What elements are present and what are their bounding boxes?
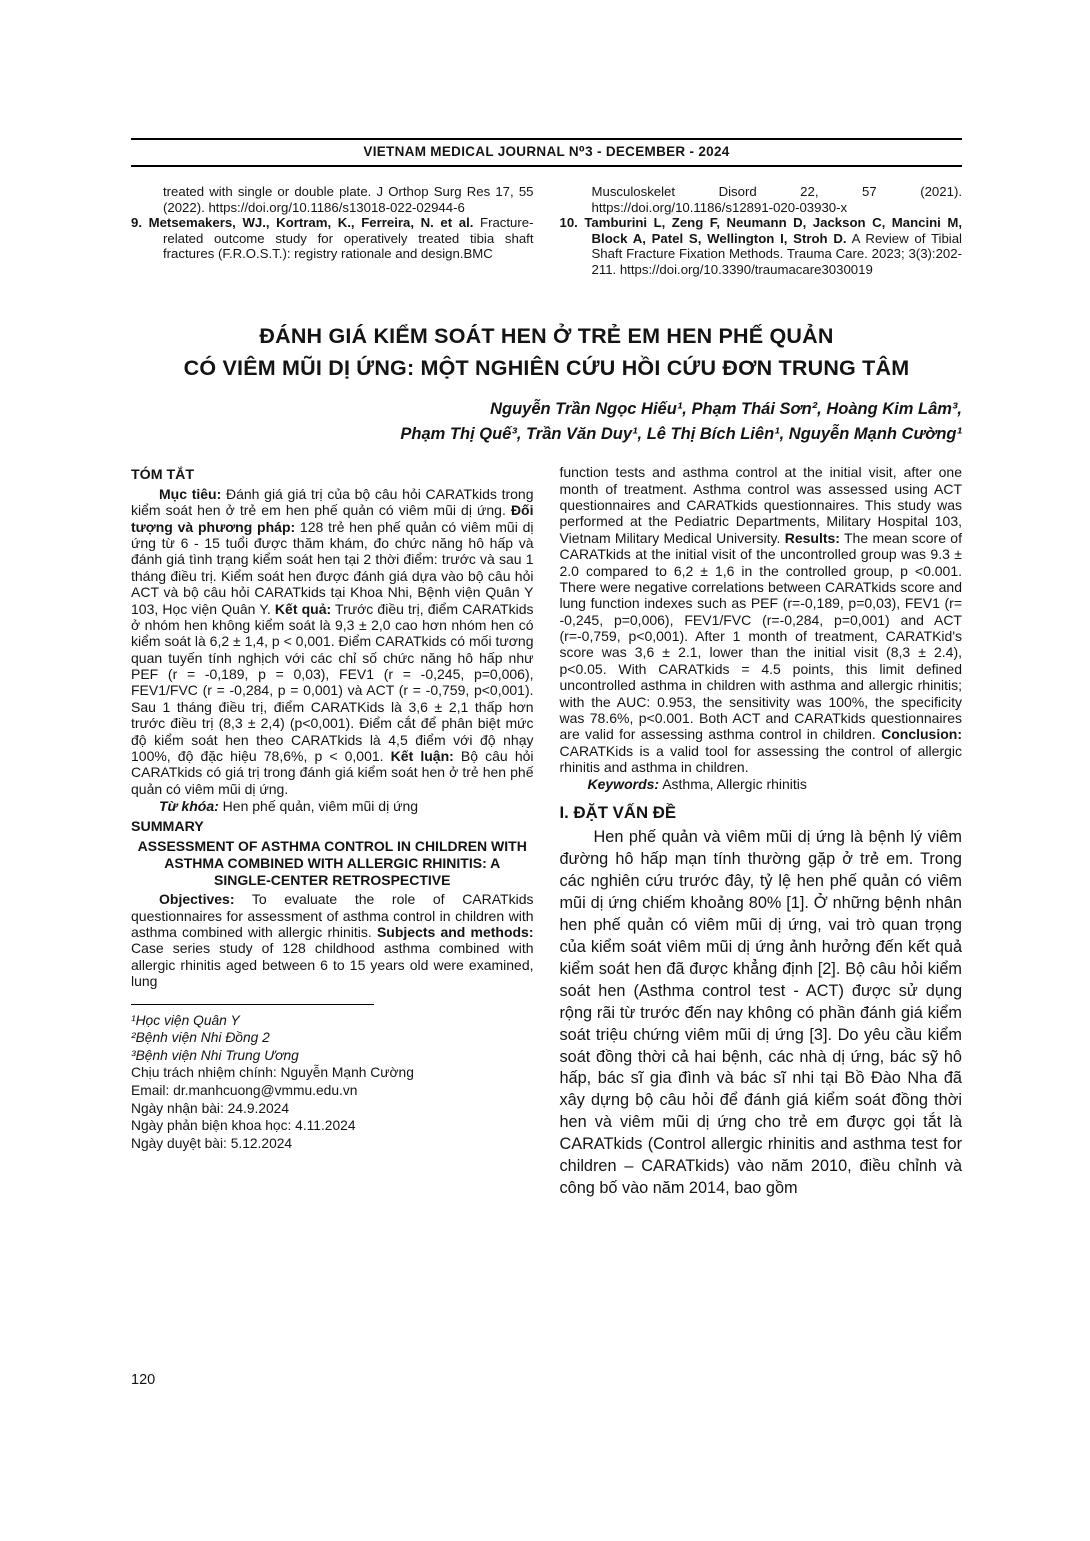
reference-continuation-right: Musculoskelet Disord 22, 57 (2021). https://doi.org/10.1186/s12891-020-03930-x bbox=[591, 184, 962, 215]
authors-line2: Phạm Thị Quế³, Trần Văn Duy¹, Lê Thị Bích Liên¹, Nguyễn Mạnh Cường¹ bbox=[400, 424, 962, 443]
abstract-en-part2: function tests and asthma control at the initial visit, after one month of treatment. Asthma control was assessed using ACT questionnaires and CARATkids questionnaires. This study was performed at the Pediatric Departments, Military Hospital 103, Vietnam Military Medical University. Results: The mean score of CARATkids at the initial visit of the uncontrolled group was 9.3 ± 2.0 compared to 6,2 ± 1,6 in the controlled group, p <0.001. There were negative correlations between CARATkids score and lung function indexes such as PEF (r=-0,189, p=0,03), FEV1 (r= -0,245, p=0,006), FEV1/FVC (r=-0,284, p=0,001) and ACT (r=-0,759, p<0,001). After 1 month of treatment, CARATKid's score was 3,6 ± 2.1, lower than the initial visit (8,3 ± 2.4), p<0.05. With CARATkids = 4.5 points, this limit defined uncontrolled asthma in children with asthma and allergic rhinitis; with the AUC: 0.953, the sensitivity was 100%, the specificity was 78.6%, p<0.001. Both ACT and CARATkids questionnaires are valid for assessing asthma control in children. Conclusion: CARATKids is a valid tool for assessing the control of allergic rhinitis and asthma in children. bbox=[559, 464, 962, 776]
references-right-column bbox=[560, 184, 963, 277]
footnote-email: Email: dr.manhcuong@vmmu.edu.vn bbox=[131, 1083, 358, 1099]
footnote-correspondence: Chịu trách nhiệm chính: Nguyễn Mạnh Cường bbox=[131, 1065, 414, 1081]
summary-title: ASSESSMENT OF ASTHMA CONTROL IN CHILDREN WITH ASTHMA COMBINED WITH ALLERGIC RHINITIS: A SINGLE-CENTER RETROSPECTIVE bbox=[137, 838, 527, 889]
summary-heading: SUMMARY bbox=[131, 819, 204, 836]
abstract-en-part1: Objectives: To evaluate the role of CARATkids questionnaires for assessment of asthma control in children with asthma combined with allergic rhinitis. Subjects and methods: Case series study of 128 childhood asthma combined with allergic rhinitis aged between 6 to 15 years old were examined, lung bbox=[131, 891, 534, 990]
section1-paragraph: Hen phế quản và viêm mũi dị ứng là bệnh lý viêm đường hô hấp mạn tính thường gặp ở trẻ em. Trong các nghiên cứu trước đây, tỷ lệ hen phế quản có viêm mũi dị ứng chiếm khoảng 80% [1]. Ở những bệnh nhân hen phế quản có viêm mũi dị ứng, vai trò quan trọng của kiểm soát viêm mũi dị ứng ảnh hưởng đến kết quả kiểm soát hen đã được khẳng định [2]. Bộ câu hỏi kiểm soát hen (Asthma control test - ACT) được sử dụng rộng rãi từ trước đến nay không có phần đánh giá kiểm soát triệu chứng viêm mũi dị ứng [3]. Do yêu cầu kiểm soát đồng thời cả hai bệnh, các nhà dị ứng, bác sỹ hô hấp, bác sĩ gia đình và bác sĩ nhi tại Bồ Đào Nha đã xây dựng bộ câu hỏi để đánh giá kiểm soát đồng thời hen và viêm mũi dị ứng cho trẻ em được gọi tắt là CARATkids (Control allergic rhinitis and asthma test for children – CARATkids) vào năm 2010, điều chỉnh và công bố vào năm 2014, bao gồm bbox=[559, 828, 962, 1197]
footnote-affiliation-3: ³Bệnh viện Nhi Trung Ương bbox=[131, 1047, 299, 1063]
references-section bbox=[131, 184, 962, 277]
right-column bbox=[560, 464, 963, 1200]
footnote-accepted-date: Ngày duyệt bài: 5.12.2024 bbox=[131, 1136, 293, 1152]
reference-item-9: 9. Metsemakers, WJ., Kortram, K., Ferreira, N. et al. Fracture-related outcome study for operatively treated tibia shaft fractures (F.R.O.S.T.): registry rationale and design.BMC bbox=[131, 215, 534, 262]
abstract-vi-paragraph: Mục tiêu: Đánh giá giá trị của bộ câu hỏi CARATkids trong kiểm soát hen ở trẻ em hen phế quản có viêm mũi dị ứng. Đối tượng và phương pháp: 128 trẻ hen phế quản có viêm mũi dị ứng từ 6 - 15 tuổi được thăm khám, đo chức năng hô hấp và đánh giá tình trạng kiểm soát hen tại 2 thời điểm: trước và sau 1 tháng điều trị. Kiểm soát hen được đánh giá dựa vào bộ câu hỏi ACT và bộ câu hỏi CARATkids tại Khoa Nhi, Bệnh viện Quân Y 103, Học viện Quân Y. Kết quả: Trước điều trị, điểm CARATkids ở nhóm hen không kiểm soát là 9,3 ± 2,0 cao hơn nhóm hen có kiểm soát là 6,2 ± 1,4, p < 0,001. Điểm CARATkids có mối tương quan tuyến tính nghịch với các chỉ số chức năng hô hấp như PEF (r = -0,189, p = 0,03), FEV1 (r = -0,245, p=0,006), FEV1/FVC (r = -0,284, p = 0,001) và ACT (r = -0,759, p<0,001). Sau 1 tháng điều trị, điểm CARATKids là 3,6 ± 2,1 thấp hơn trước điều trị (8,3 ± 2,4) (p<0,001). Điểm cắt để phân biệt mức độ kiểm soát hen theo CARATkids là 4,5 điểm với độ nhạy 100%, độ đặc hiệu 78,6%, p < 0,001. Kết luận: Bộ câu hỏi CARATkids có giá trị trong đánh giá kiểm soát hen ở trẻ hen phế quản có viêm mũi dị ứng. bbox=[131, 485, 534, 797]
page-number: 120 bbox=[131, 1372, 156, 1388]
reference-item-10: 10. Tamburini L, Zeng F, Neumann D, Jackson C, Mancini M, Block A, Patel S, Wellington I, Stroh D. A Review of Tibial Shaft Fracture Fixation Methods. Trauma Care. 2023; 3(3):202-211. https://doi.org/10.3390/traumacare3030019 bbox=[559, 215, 962, 277]
footnote-received-date: Ngày nhận bài: 24.9.2024 bbox=[131, 1100, 290, 1116]
keywords-vi: Từ khóa: Hen phế quản, viêm mũi dị ứng bbox=[159, 798, 419, 815]
abstract-heading-vi: TÓM TẮT bbox=[131, 467, 195, 484]
journal-title: VIETNAM MEDICAL JOURNAL N⁰3 - DECEMBER - 2024 bbox=[363, 144, 730, 159]
article-title-line2: CÓ VIÊM MŨI DỊ ỨNG: MỘT NGHIÊN CỨU HỒI CỨU ĐƠN TRUNG TÂM bbox=[183, 355, 910, 380]
article-title-line1: ĐÁNH GIÁ KIỂM SOÁT HEN Ở TRẺ EM HEN PHẾ QUẢN bbox=[259, 324, 834, 349]
footnote-affiliation-1: ¹Học viện Quân Y bbox=[131, 1012, 240, 1028]
footnote-divider bbox=[131, 1004, 374, 1005]
authors bbox=[131, 397, 962, 447]
footnote-affiliation-2: ²Bệnh viện Nhi Đồng 2 bbox=[131, 1030, 270, 1046]
references-left-column bbox=[131, 184, 534, 277]
page-content bbox=[131, 138, 962, 1200]
authors-line1: Nguyễn Trần Ngọc Hiếu¹, Phạm Thái Sơn², Hoàng Kim Lâm³, bbox=[490, 399, 962, 418]
section1-heading: I. ĐẶT VẤN ĐỀ bbox=[559, 802, 677, 822]
journal-header bbox=[131, 138, 962, 167]
article-title bbox=[131, 321, 962, 383]
keywords-en: Keywords: Asthma, Allergic rhinitis bbox=[587, 776, 807, 793]
footnote-reviewed-date: Ngày phản biện khoa học: 4.11.2024 bbox=[131, 1118, 356, 1134]
reference-continuation-left: treated with single or double plate. J Orthop Surg Res 17, 55 (2022). https://doi.org/10.1186/s13018-022-02944-6 bbox=[163, 184, 534, 215]
body-columns bbox=[131, 464, 962, 1200]
footnote-block bbox=[131, 1004, 534, 1153]
left-column bbox=[131, 464, 534, 1200]
